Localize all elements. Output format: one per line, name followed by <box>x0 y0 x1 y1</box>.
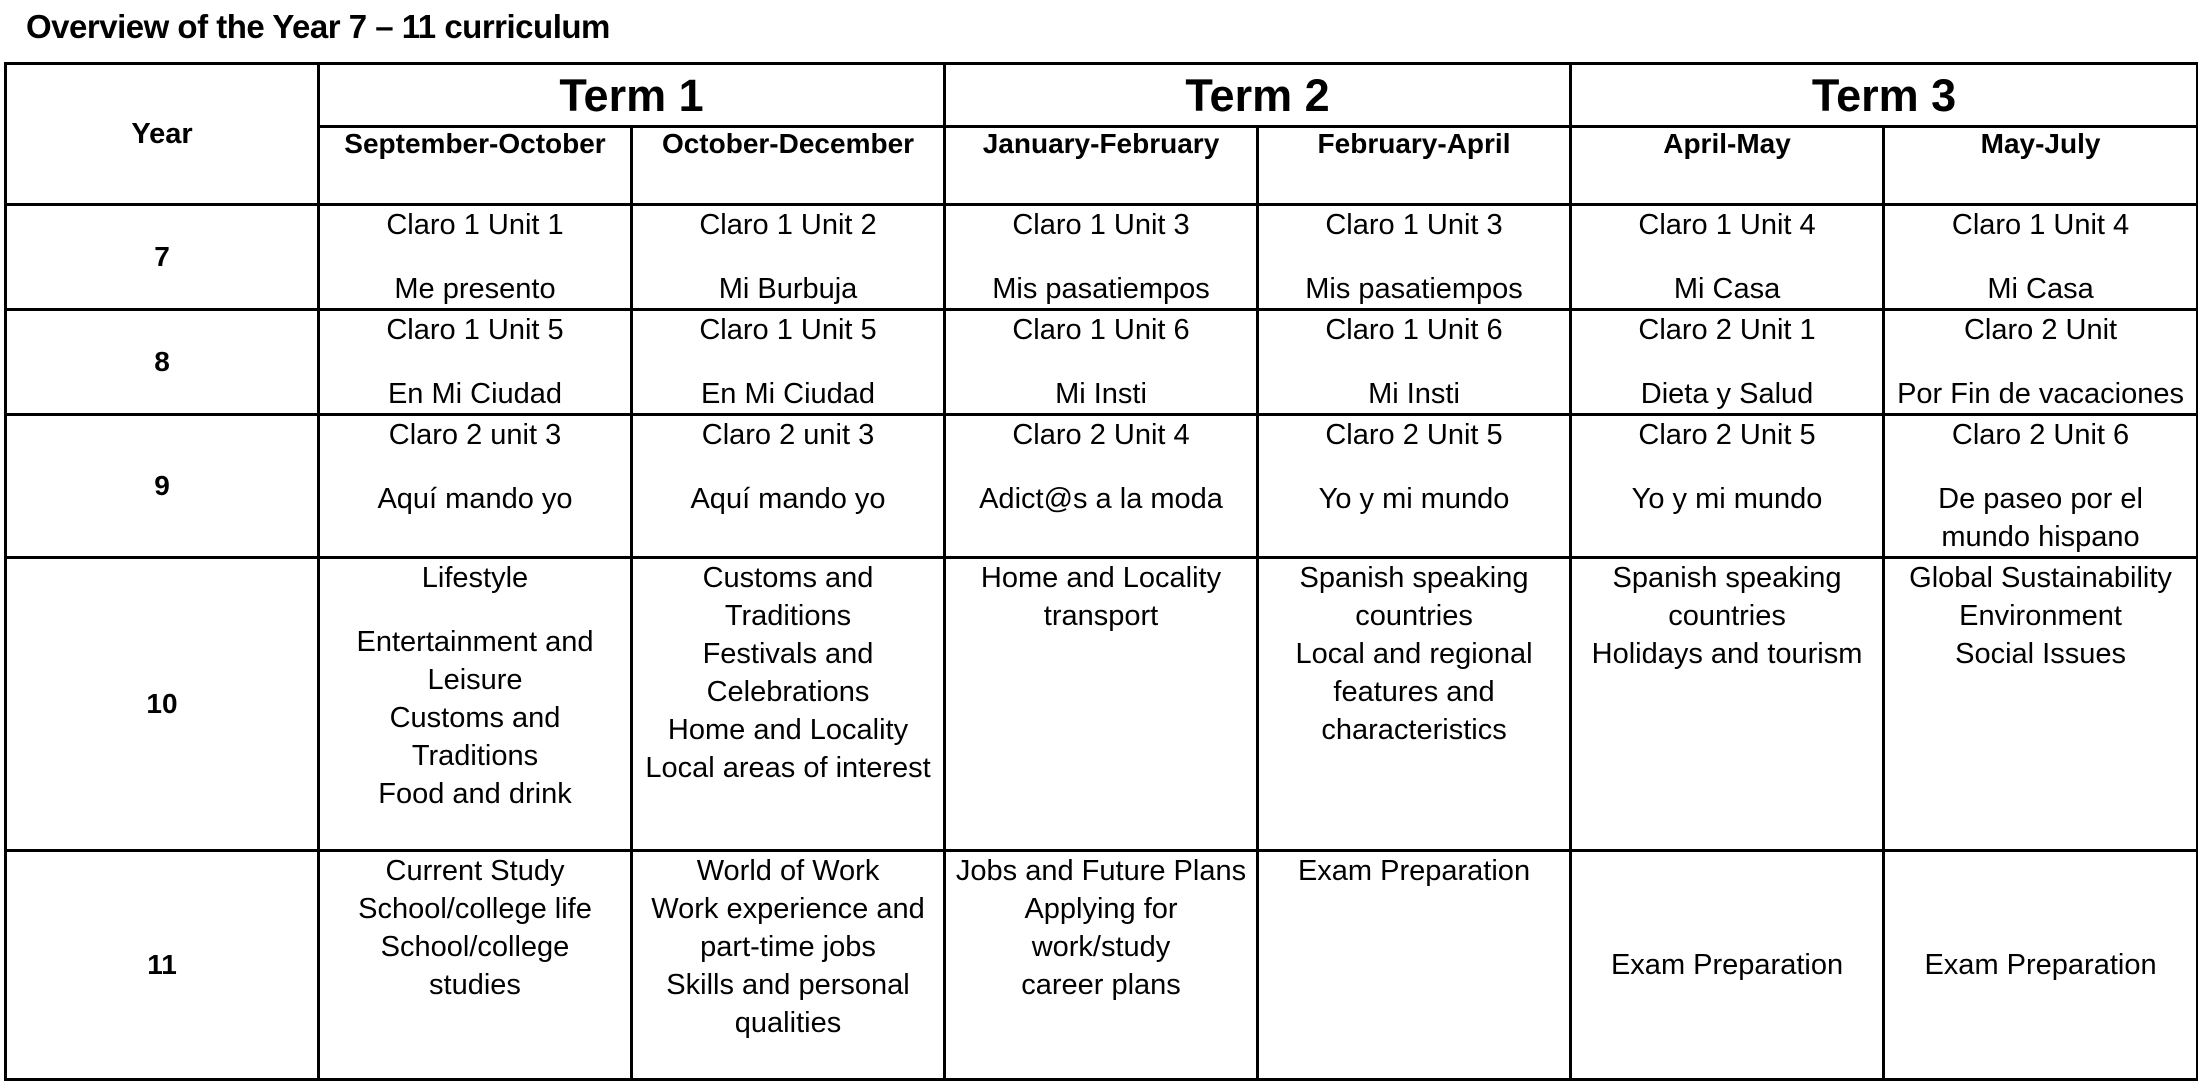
unit-topic: Mi Casa <box>1987 273 2094 305</box>
unit-topic: Dieta y Salud <box>1640 378 1814 410</box>
page-title: Overview of the Year 7 – 11 curriculum <box>26 8 610 45</box>
table-cell <box>1884 205 2198 310</box>
unit-title: Claro 1 Unit 2 <box>699 209 877 241</box>
period-header-row <box>6 127 2198 205</box>
topic-list: Spanish speaking countries Local and regional features and characteristics <box>1295 562 1533 746</box>
period-header: May-July <box>1884 127 2198 205</box>
unit-topic: En Mi Ciudad <box>387 378 563 410</box>
unit-topic: Mi Insti <box>1368 378 1460 410</box>
topic-list: Global Sustainability Environment Social Issues <box>1909 562 2172 670</box>
curriculum-table <box>4 62 2198 1081</box>
topic-list: Jobs and Future Plans Applying for work/study career plans <box>955 855 1247 1001</box>
table-cell <box>319 310 632 415</box>
table-row <box>6 851 2198 1080</box>
unit-topic: Mi Insti <box>1055 378 1147 410</box>
table-cell <box>945 851 1258 1080</box>
table-cell <box>945 558 1258 851</box>
period-header: January-February <box>945 127 1258 205</box>
unit-title: Claro 2 Unit 5 <box>1638 419 1816 451</box>
table-cell <box>319 851 632 1080</box>
unit-topic: En Mi Ciudad <box>700 378 876 410</box>
unit-topic: Adict@s a la moda <box>979 483 1223 515</box>
table-cell <box>1884 851 2198 1080</box>
table-cell <box>1571 558 1884 851</box>
unit-topic: Yo y mi mundo <box>1631 483 1823 515</box>
topic-list: World of Work Work experience and part-time jobs Skills and personal qualities <box>651 855 925 1039</box>
unit-title: Claro 1 Unit 6 <box>1012 314 1190 346</box>
unit-title: Claro 2 Unit 6 <box>1951 419 2130 451</box>
unit-topic: Yo y mi mundo <box>1318 483 1510 515</box>
year-label: 8 <box>6 310 319 415</box>
period-header: April-May <box>1571 127 1884 205</box>
year-label: 11 <box>6 851 319 1080</box>
table-cell <box>1571 415 1884 558</box>
term-3-header: Term 3 <box>1571 64 2198 127</box>
topic-heading: Lifestyle <box>421 562 529 594</box>
unit-topic: Por Fin de vacaciones <box>1897 378 2184 410</box>
topic-list: Home and Locality transport <box>980 562 1222 632</box>
unit-title: Claro 2 unit 3 <box>701 419 875 451</box>
unit-title: Claro 1 Unit 1 <box>386 209 564 241</box>
table-cell <box>632 415 945 558</box>
topic-list: Exam Preparation <box>1924 949 2157 981</box>
unit-title: Claro 1 Unit 3 <box>1012 209 1190 241</box>
term-header-row <box>6 64 2198 127</box>
table-cell <box>1571 205 1884 310</box>
unit-topic: Mi Burbuja <box>718 273 858 305</box>
table-cell <box>945 415 1258 558</box>
table-cell <box>1571 851 1884 1080</box>
table-cell <box>319 205 632 310</box>
table-cell <box>319 415 632 558</box>
unit-topic: Mis pasatiempos <box>1305 273 1523 305</box>
table-cell <box>1884 310 2198 415</box>
table-row <box>6 415 2198 558</box>
unit-topic: Aquí mando yo <box>377 483 573 515</box>
table-cell <box>632 558 945 851</box>
unit-topic: De paseo por el mundo hispano <box>1938 483 2143 553</box>
table-row <box>6 310 2198 415</box>
unit-title: Claro 2 Unit 1 <box>1638 314 1816 346</box>
topic-list: Customs and Traditions Festivals and Celebrations Home and Locality Local areas of interest <box>645 562 931 784</box>
unit-title: Claro 1 Unit 6 <box>1325 314 1503 346</box>
table-cell <box>632 851 945 1080</box>
unit-title: Claro 2 unit 3 <box>388 419 562 451</box>
unit-topic: Mis pasatiempos <box>992 273 1210 305</box>
unit-topic: Aquí mando yo <box>690 483 886 515</box>
unit-title: Claro 2 Unit 4 <box>1012 419 1190 451</box>
table-cell <box>1258 310 1571 415</box>
period-header: October-December <box>632 127 945 205</box>
table-cell <box>1258 558 1571 851</box>
unit-title: Claro 2 Unit <box>1963 314 2118 346</box>
period-header: September-October <box>319 127 632 205</box>
year-column-header: Year <box>6 64 319 205</box>
period-header: February-April <box>1258 127 1571 205</box>
table-row <box>6 205 2198 310</box>
table-cell <box>319 558 632 851</box>
term-1-header: Term 1 <box>319 64 945 127</box>
unit-title: Claro 1 Unit 4 <box>1951 209 2130 241</box>
unit-title: Claro 1 Unit 5 <box>386 314 564 346</box>
unit-topic: Mi Casa <box>1673 273 1781 305</box>
table-cell <box>1258 415 1571 558</box>
table-cell <box>632 310 945 415</box>
topic-list: Current Study School/college life School/college studies <box>358 855 592 1001</box>
unit-topic: Me presento <box>394 273 556 305</box>
table-cell <box>1258 205 1571 310</box>
table-cell <box>1571 310 1884 415</box>
table-cell <box>1258 851 1571 1080</box>
year-label: 10 <box>6 558 319 851</box>
unit-title: Claro 2 Unit 5 <box>1325 419 1503 451</box>
unit-title: Claro 1 Unit 3 <box>1325 209 1503 241</box>
topic-list: Entertainment and Leisure Customs and Traditions Food and drink <box>356 626 594 810</box>
unit-title: Claro 1 Unit 4 <box>1638 209 1816 241</box>
topic-list: Exam Preparation <box>1610 949 1844 981</box>
table-cell <box>632 205 945 310</box>
year-label: 7 <box>6 205 319 310</box>
term-2-header: Term 2 <box>945 64 1571 127</box>
table-cell <box>945 310 1258 415</box>
year-label: 9 <box>6 415 319 558</box>
unit-title: Claro 1 Unit 5 <box>699 314 877 346</box>
table-row <box>6 558 2198 851</box>
table-cell <box>1884 415 2198 558</box>
topic-list: Spanish speaking countries Holidays and tourism <box>1591 562 1863 670</box>
topic-list: Exam Preparation <box>1297 855 1531 887</box>
table-cell <box>1884 558 2198 851</box>
table-cell <box>945 205 1258 310</box>
